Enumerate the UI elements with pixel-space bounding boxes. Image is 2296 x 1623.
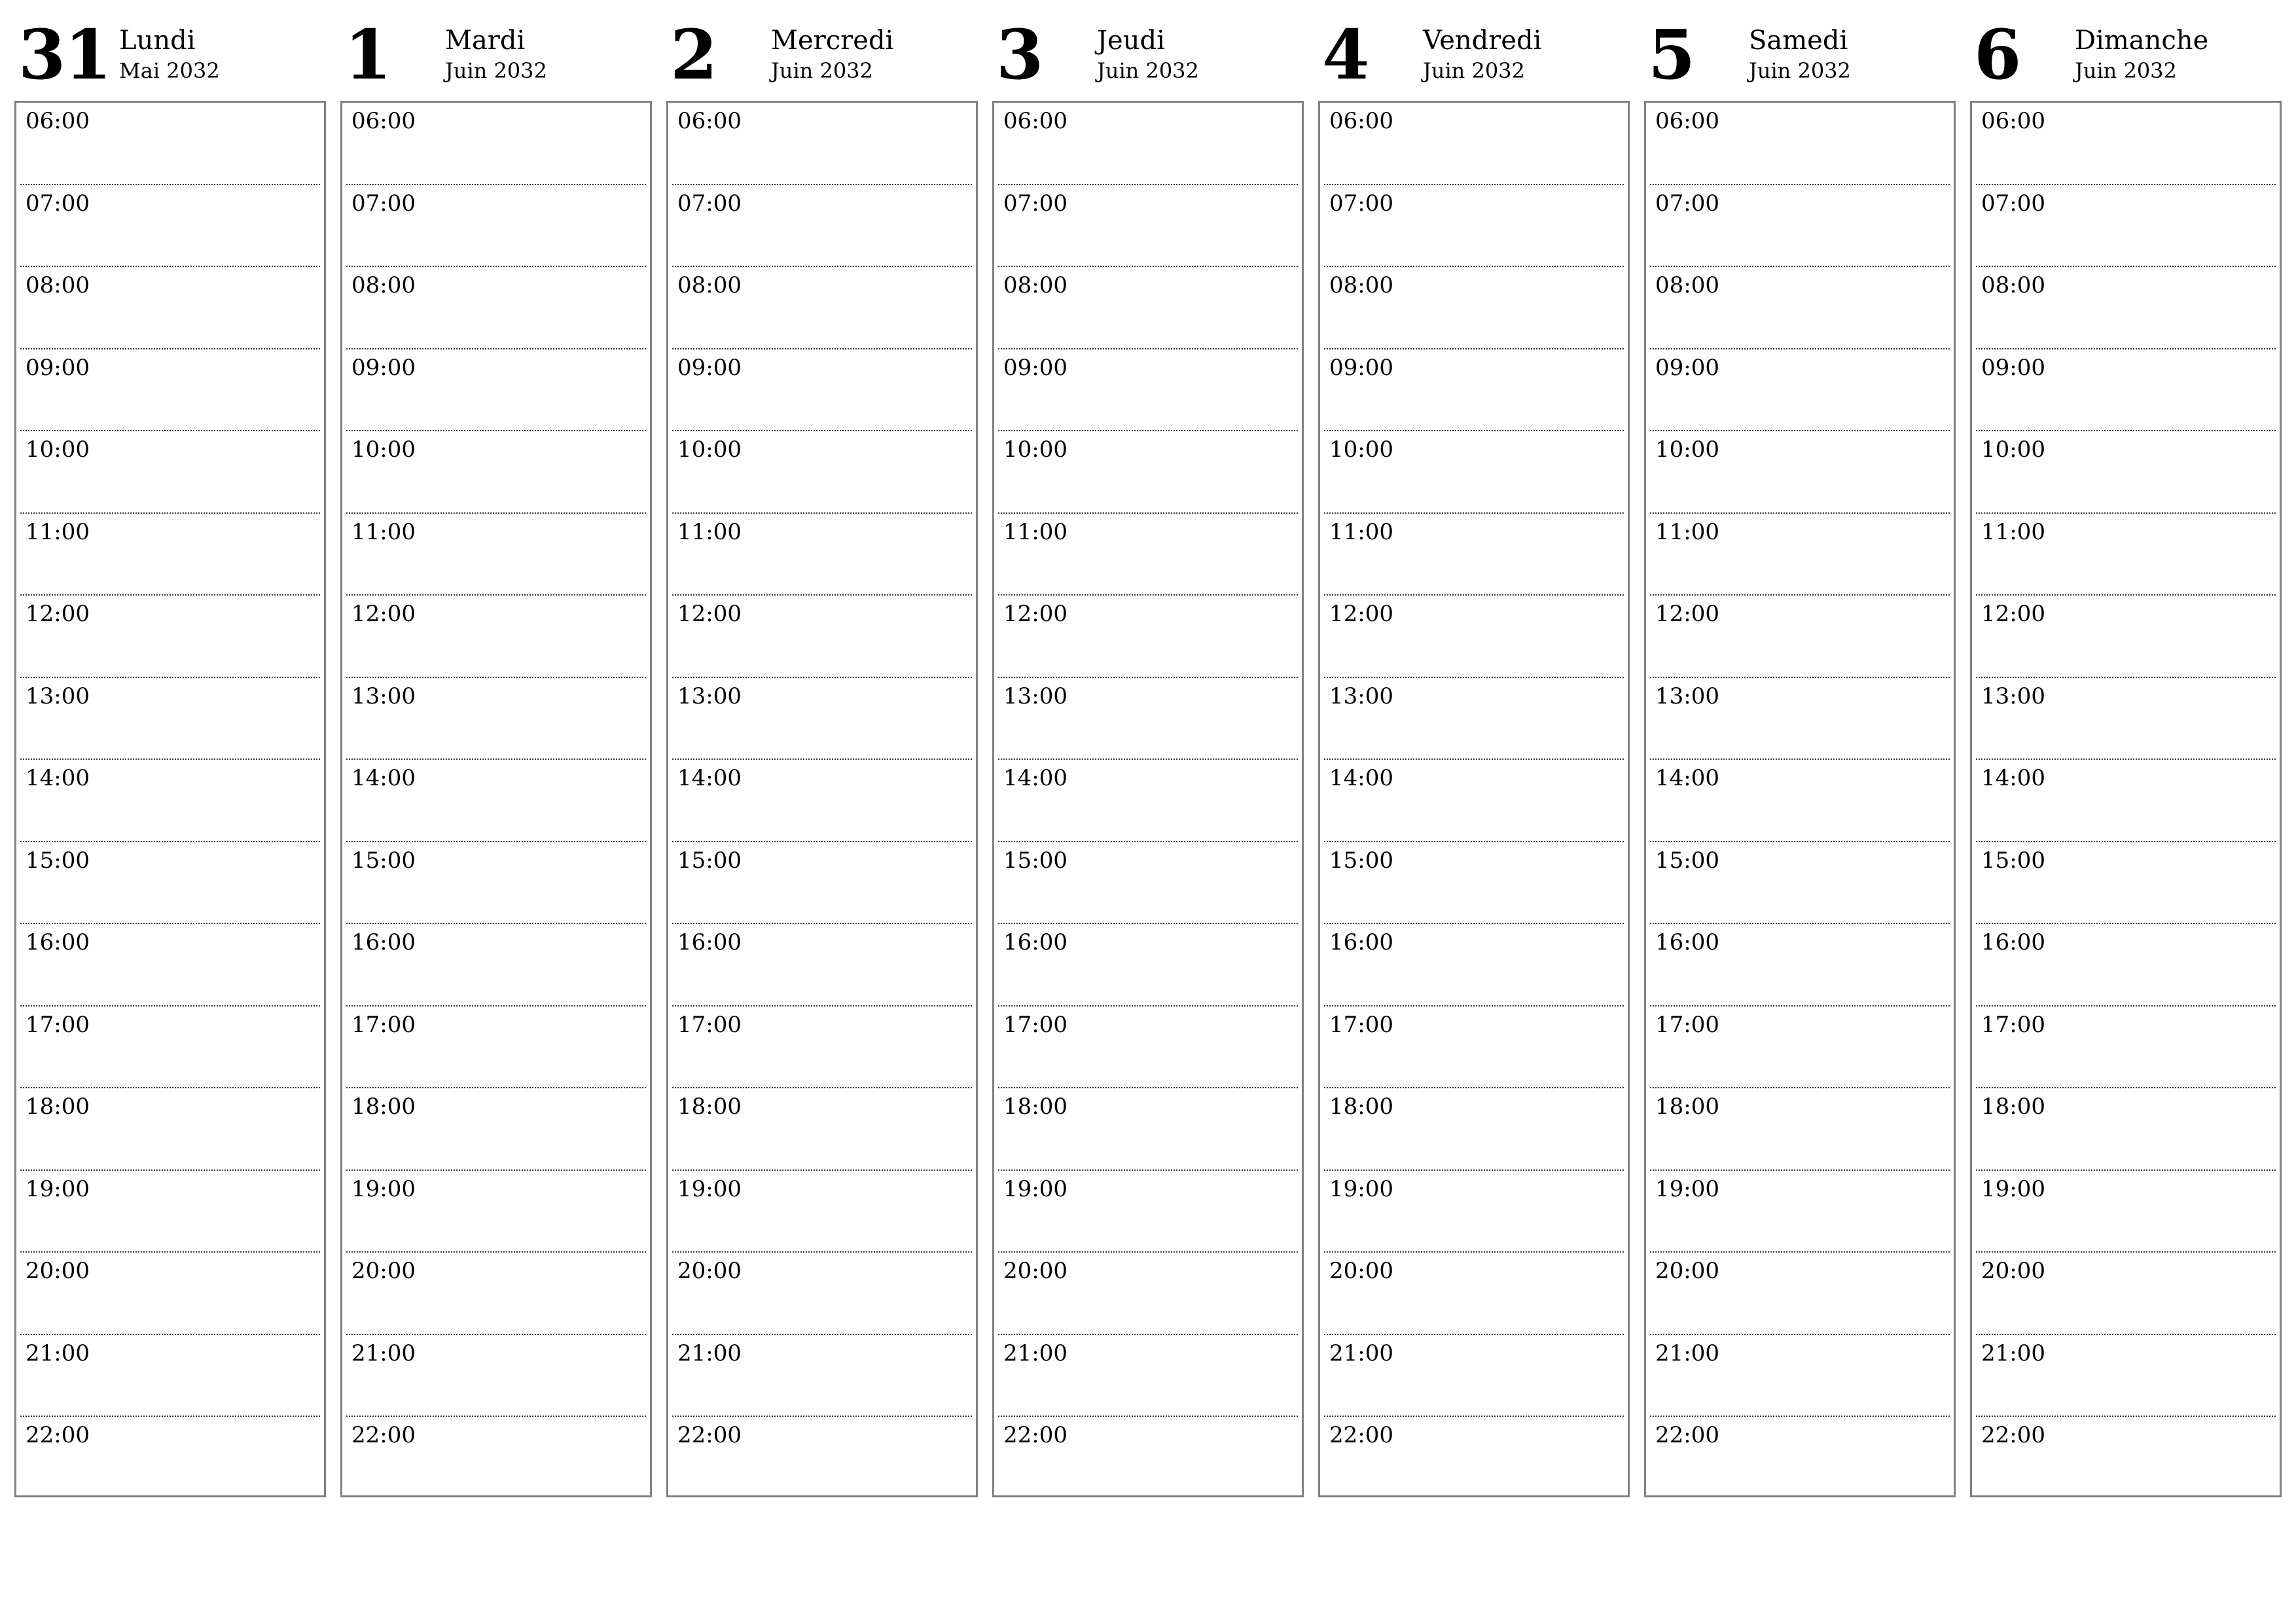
time-slot — [346, 514, 646, 596]
time-slot-label: 20:00 — [1981, 1258, 2045, 1284]
time-slot-label: 10:00 — [1003, 437, 1067, 463]
time-slot-label: 11:00 — [1655, 518, 1719, 545]
time-slot-label: 12:00 — [677, 601, 742, 627]
time-slot — [346, 1171, 646, 1253]
day-header — [1970, 0, 2282, 101]
time-slot — [1324, 1088, 1624, 1171]
day-column — [340, 0, 652, 1505]
day-month: Juin 2032 — [445, 58, 547, 83]
time-slot-label: 15:00 — [351, 847, 416, 874]
time-slot — [998, 1253, 1298, 1335]
time-slot — [998, 678, 1298, 760]
day-month: Juin 2032 — [1749, 58, 1851, 83]
time-slot-label: 11:00 — [677, 518, 742, 545]
time-slot-label: 16:00 — [26, 929, 90, 955]
time-slot — [20, 678, 320, 760]
time-slot-label: 06:00 — [1981, 108, 2045, 134]
time-slot-label: 20:00 — [26, 1258, 90, 1284]
day-schedule-box — [340, 101, 652, 1497]
time-slot — [20, 431, 320, 514]
time-slot — [1324, 760, 1624, 842]
time-slot — [998, 842, 1298, 925]
time-slot — [20, 924, 320, 1007]
time-slot — [20, 185, 320, 268]
time-slot-label: 20:00 — [1329, 1258, 1393, 1284]
time-slot-label: 10:00 — [1329, 437, 1393, 463]
day-meta — [1749, 25, 1851, 85]
day-meta — [1097, 25, 1199, 85]
day-name: Dimanche — [2075, 26, 2209, 56]
time-slot-label: 12:00 — [1003, 601, 1067, 627]
time-slot — [1976, 514, 2276, 596]
time-slot — [20, 1007, 320, 1089]
time-slot — [346, 1335, 646, 1418]
time-slot — [998, 1088, 1298, 1171]
time-slot-label: 16:00 — [1003, 929, 1067, 955]
time-slot — [346, 267, 646, 349]
time-slot-label: 09:00 — [351, 354, 416, 381]
time-slot — [1650, 678, 1950, 760]
time-slot — [1650, 103, 1950, 185]
time-slot-label: 11:00 — [1981, 518, 2045, 545]
time-slot — [1976, 596, 2276, 678]
time-slot-label: 20:00 — [677, 1258, 742, 1284]
time-slot-label: 21:00 — [1003, 1340, 1067, 1366]
time-slot-label: 08:00 — [1981, 272, 2045, 298]
time-slot-label: 14:00 — [1003, 765, 1067, 791]
time-slot — [1976, 1335, 2276, 1418]
time-slot-label: 10:00 — [351, 437, 416, 463]
time-slot — [1976, 1417, 2276, 1499]
time-slot-label: 22:00 — [1981, 1422, 2045, 1448]
time-slot — [20, 1417, 320, 1499]
day-month: Juin 2032 — [1097, 58, 1199, 83]
time-slot — [1324, 185, 1624, 268]
weekly-planner — [14, 0, 2282, 1505]
time-slot-label: 21:00 — [1981, 1340, 2045, 1366]
time-slot — [20, 842, 320, 925]
day-schedule-box — [666, 101, 978, 1497]
time-slot-label: 14:00 — [1329, 765, 1393, 791]
time-slot — [672, 185, 972, 268]
time-slot — [672, 514, 972, 596]
time-slot — [1976, 267, 2276, 349]
time-slot — [20, 267, 320, 349]
time-slot — [1650, 1253, 1950, 1335]
time-slot — [998, 349, 1298, 432]
time-slot-label: 15:00 — [26, 847, 90, 874]
time-slot — [672, 349, 972, 432]
day-header — [992, 0, 1304, 101]
day-number: 1 — [344, 14, 391, 95]
day-column — [992, 0, 1304, 1505]
day-header — [14, 0, 326, 101]
day-schedule-box — [992, 101, 1304, 1497]
time-slot-label: 13:00 — [351, 683, 416, 709]
day-header — [340, 0, 652, 101]
time-slot — [1976, 760, 2276, 842]
time-slot-label: 17:00 — [1329, 1011, 1393, 1038]
time-slot — [998, 103, 1298, 185]
time-slot-label: 16:00 — [1329, 929, 1393, 955]
time-slot — [1650, 1171, 1950, 1253]
time-slot-label: 19:00 — [1003, 1175, 1067, 1202]
time-slot — [1650, 514, 1950, 596]
time-slot-label: 07:00 — [1329, 190, 1393, 217]
time-slot — [20, 1088, 320, 1171]
day-column — [1970, 0, 2282, 1505]
time-slot — [1324, 103, 1624, 185]
time-slot-label: 12:00 — [1981, 601, 2045, 627]
time-slot-label: 22:00 — [1329, 1422, 1393, 1448]
time-slot-label: 09:00 — [26, 354, 90, 381]
time-slot-label: 15:00 — [1003, 847, 1067, 874]
time-slot-label: 20:00 — [351, 1258, 416, 1284]
time-slot — [672, 1007, 972, 1089]
time-slot — [672, 924, 972, 1007]
time-slot — [672, 1335, 972, 1418]
time-slot-label: 08:00 — [26, 272, 90, 298]
time-slot-label: 11:00 — [351, 518, 416, 545]
time-slot-label: 10:00 — [26, 437, 90, 463]
time-slot — [20, 103, 320, 185]
time-slot-label: 15:00 — [1981, 847, 2045, 874]
time-slot — [346, 1088, 646, 1171]
time-slot — [1976, 431, 2276, 514]
time-slot — [672, 760, 972, 842]
time-slot — [1324, 842, 1624, 925]
time-slot — [346, 760, 646, 842]
time-slot-label: 08:00 — [1329, 272, 1393, 298]
time-slot-label: 20:00 — [1003, 1258, 1067, 1284]
time-slot-label: 22:00 — [1655, 1422, 1719, 1448]
time-slot — [1324, 349, 1624, 432]
time-slot-label: 12:00 — [351, 601, 416, 627]
time-slot-label: 15:00 — [1655, 847, 1719, 874]
day-number: 31 — [18, 14, 111, 95]
time-slot — [672, 1417, 972, 1499]
time-slot — [1324, 514, 1624, 596]
day-meta — [119, 25, 220, 85]
day-meta — [771, 25, 893, 85]
time-slot — [1976, 349, 2276, 432]
time-slot-label: 08:00 — [1003, 272, 1067, 298]
time-slot-label: 14:00 — [351, 765, 416, 791]
day-month: Juin 2032 — [2075, 58, 2177, 83]
time-slot-label: 17:00 — [351, 1011, 416, 1038]
time-slot — [20, 596, 320, 678]
day-month: Juin 2032 — [1423, 58, 1525, 83]
time-slot-label: 18:00 — [1003, 1094, 1067, 1120]
time-slot — [346, 842, 646, 925]
time-slot — [20, 1335, 320, 1418]
time-slot — [20, 1253, 320, 1335]
time-slot — [20, 760, 320, 842]
time-slot-label: 09:00 — [1655, 354, 1719, 381]
time-slot-label: 18:00 — [1655, 1094, 1719, 1120]
time-slot-label: 16:00 — [351, 929, 416, 955]
time-slot — [672, 103, 972, 185]
time-slot — [1976, 1007, 2276, 1089]
day-column — [14, 0, 326, 1505]
time-slot-label: 06:00 — [351, 108, 416, 134]
time-slot-label: 06:00 — [1003, 108, 1067, 134]
time-slot-label: 17:00 — [26, 1011, 90, 1038]
day-name: Lundi — [119, 26, 196, 56]
time-slot — [998, 267, 1298, 349]
time-slot — [346, 1417, 646, 1499]
time-slot-label: 07:00 — [26, 190, 90, 217]
day-month: Juin 2032 — [771, 58, 873, 83]
time-slot-label: 10:00 — [1981, 437, 2045, 463]
time-slot-label: 20:00 — [1655, 1258, 1719, 1284]
time-slot-label: 09:00 — [1003, 354, 1067, 381]
time-slot-label: 21:00 — [351, 1340, 416, 1366]
day-schedule-box — [1318, 101, 1630, 1497]
time-slot — [1976, 1253, 2276, 1335]
time-slot-label: 14:00 — [26, 765, 90, 791]
time-slot-label: 10:00 — [1655, 437, 1719, 463]
time-slot — [998, 760, 1298, 842]
time-slot-label: 10:00 — [677, 437, 742, 463]
time-slot — [1650, 431, 1950, 514]
time-slot — [1324, 1335, 1624, 1418]
time-slot — [998, 1335, 1298, 1418]
day-name: Samedi — [1749, 26, 1848, 56]
time-slot-label: 07:00 — [351, 190, 416, 217]
time-slot-label: 22:00 — [1003, 1422, 1067, 1448]
day-header — [1318, 0, 1630, 101]
time-slot-label: 12:00 — [1329, 601, 1393, 627]
day-column — [1318, 0, 1630, 1505]
time-slot — [672, 267, 972, 349]
time-slot — [346, 185, 646, 268]
time-slot — [672, 431, 972, 514]
time-slot-label: 21:00 — [1655, 1340, 1719, 1366]
day-number: 6 — [1974, 14, 2020, 95]
day-header — [1644, 0, 1956, 101]
day-number: 3 — [996, 14, 1043, 95]
time-slot — [1650, 1088, 1950, 1171]
time-slot — [1650, 760, 1950, 842]
time-slot-label: 21:00 — [677, 1340, 742, 1366]
time-slot — [1324, 1417, 1624, 1499]
time-slot — [1650, 924, 1950, 1007]
day-meta — [1423, 25, 1541, 85]
time-slot-label: 06:00 — [677, 108, 742, 134]
time-slot — [1976, 842, 2276, 925]
time-slot — [1324, 596, 1624, 678]
day-column — [1644, 0, 1956, 1505]
time-slot-label: 13:00 — [1003, 683, 1067, 709]
day-column — [666, 0, 978, 1505]
time-slot — [1324, 678, 1624, 760]
time-slot — [1650, 185, 1950, 268]
time-slot-label: 16:00 — [677, 929, 742, 955]
time-slot — [346, 431, 646, 514]
time-slot — [998, 1171, 1298, 1253]
time-slot — [20, 1171, 320, 1253]
time-slot — [1650, 596, 1950, 678]
time-slot-label: 18:00 — [1981, 1094, 2045, 1120]
time-slot-label: 15:00 — [1329, 847, 1393, 874]
time-slot-label: 06:00 — [1329, 108, 1393, 134]
time-slot-label: 17:00 — [1655, 1011, 1719, 1038]
time-slot-label: 13:00 — [677, 683, 742, 709]
time-slot — [1976, 678, 2276, 760]
time-slot — [20, 514, 320, 596]
time-slot — [1976, 924, 2276, 1007]
time-slot — [1650, 1417, 1950, 1499]
time-slot — [346, 1253, 646, 1335]
time-slot — [672, 1253, 972, 1335]
time-slot — [346, 678, 646, 760]
time-slot — [1324, 1253, 1624, 1335]
day-number: 2 — [670, 14, 717, 95]
time-slot-label: 19:00 — [677, 1175, 742, 1202]
time-slot-label: 14:00 — [1655, 765, 1719, 791]
day-number: 4 — [1322, 14, 1369, 95]
time-slot — [1324, 924, 1624, 1007]
time-slot — [1976, 1088, 2276, 1171]
time-slot-label: 09:00 — [1329, 354, 1393, 381]
day-schedule-box — [1644, 101, 1956, 1497]
time-slot-label: 22:00 — [26, 1422, 90, 1448]
day-number: 5 — [1648, 14, 1695, 95]
time-slot-label: 11:00 — [1329, 518, 1393, 545]
time-slot — [1324, 1171, 1624, 1253]
time-slot-label: 19:00 — [1981, 1175, 2045, 1202]
time-slot — [672, 842, 972, 925]
time-slot — [1650, 1335, 1950, 1418]
time-slot-label: 22:00 — [351, 1422, 416, 1448]
time-slot — [998, 1417, 1298, 1499]
time-slot — [672, 1171, 972, 1253]
time-slot-label: 12:00 — [26, 601, 90, 627]
time-slot-label: 06:00 — [1655, 108, 1719, 134]
time-slot-label: 12:00 — [1655, 601, 1719, 627]
day-month: Mai 2032 — [119, 58, 220, 83]
time-slot — [672, 596, 972, 678]
time-slot-label: 18:00 — [1329, 1094, 1393, 1120]
day-schedule-box — [1970, 101, 2282, 1497]
time-slot-label: 08:00 — [1655, 272, 1719, 298]
time-slot — [346, 103, 646, 185]
time-slot — [1650, 349, 1950, 432]
time-slot — [1650, 267, 1950, 349]
time-slot — [998, 924, 1298, 1007]
time-slot — [1324, 1007, 1624, 1089]
time-slot-label: 08:00 — [677, 272, 742, 298]
time-slot-label: 07:00 — [1981, 190, 2045, 217]
time-slot-label: 19:00 — [1655, 1175, 1719, 1202]
time-slot — [672, 678, 972, 760]
time-slot-label: 19:00 — [1329, 1175, 1393, 1202]
day-schedule-box — [14, 101, 326, 1497]
time-slot — [998, 596, 1298, 678]
time-slot-label: 16:00 — [1981, 929, 2045, 955]
time-slot — [1976, 1171, 2276, 1253]
time-slot-label: 21:00 — [1329, 1340, 1393, 1366]
time-slot-label: 15:00 — [677, 847, 742, 874]
time-slot-label: 13:00 — [1981, 683, 2045, 709]
time-slot-label: 18:00 — [351, 1094, 416, 1120]
day-header — [666, 0, 978, 101]
time-slot — [346, 596, 646, 678]
time-slot-label: 07:00 — [677, 190, 742, 217]
time-slot-label: 07:00 — [1655, 190, 1719, 217]
time-slot — [346, 924, 646, 1007]
time-slot-label: 13:00 — [26, 683, 90, 709]
time-slot-label: 18:00 — [677, 1094, 742, 1120]
time-slot-label: 17:00 — [1981, 1011, 2045, 1038]
time-slot — [672, 1088, 972, 1171]
time-slot — [998, 185, 1298, 268]
day-name: Mercredi — [771, 26, 894, 56]
time-slot — [998, 431, 1298, 514]
time-slot — [998, 1007, 1298, 1089]
time-slot-label: 07:00 — [1003, 190, 1067, 217]
time-slot-label: 16:00 — [1655, 929, 1719, 955]
time-slot-label: 11:00 — [26, 518, 90, 545]
time-slot-label: 13:00 — [1329, 683, 1393, 709]
time-slot — [1650, 842, 1950, 925]
time-slot-label: 14:00 — [677, 765, 742, 791]
time-slot — [20, 349, 320, 432]
time-slot-label: 06:00 — [26, 108, 90, 134]
time-slot-label: 09:00 — [1981, 354, 2045, 381]
time-slot-label: 21:00 — [26, 1340, 90, 1366]
time-slot-label: 22:00 — [677, 1422, 742, 1448]
time-slot-label: 08:00 — [351, 272, 416, 298]
time-slot — [998, 514, 1298, 596]
time-slot — [1650, 1007, 1950, 1089]
time-slot — [1324, 267, 1624, 349]
time-slot — [346, 1007, 646, 1089]
time-slot-label: 13:00 — [1655, 683, 1719, 709]
time-slot-label: 11:00 — [1003, 518, 1067, 545]
time-slot — [1324, 431, 1624, 514]
time-slot-label: 19:00 — [26, 1175, 90, 1202]
time-slot-label: 09:00 — [677, 354, 742, 381]
time-slot — [1976, 185, 2276, 268]
day-name: Jeudi — [1097, 26, 1165, 56]
time-slot-label: 19:00 — [351, 1175, 416, 1202]
time-slot — [346, 349, 646, 432]
time-slot-label: 14:00 — [1981, 765, 2045, 791]
day-meta — [445, 25, 547, 85]
day-name: Vendredi — [1423, 26, 1542, 56]
time-slot-label: 17:00 — [1003, 1011, 1067, 1038]
day-name: Mardi — [445, 26, 526, 56]
day-meta — [2075, 25, 2208, 85]
time-slot-label: 18:00 — [26, 1094, 90, 1120]
time-slot — [1976, 103, 2276, 185]
time-slot-label: 17:00 — [677, 1011, 742, 1038]
